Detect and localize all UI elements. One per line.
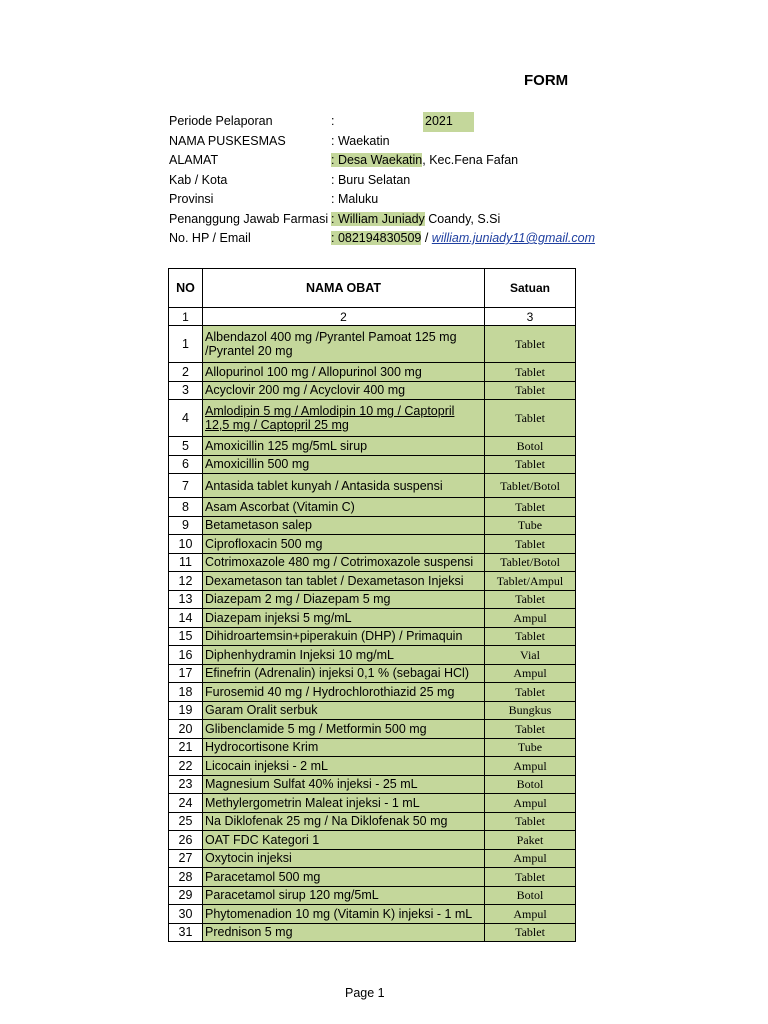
table-row: [169, 664, 576, 683]
row-number: 11: [169, 553, 203, 572]
table-row: [169, 326, 576, 363]
medicine-unit: Tablet: [485, 535, 576, 554]
medicine-unit: Ampul: [485, 849, 576, 868]
medicine-unit: Ampul: [485, 794, 576, 813]
medicine-table: [168, 268, 576, 942]
info-row-city: [169, 171, 561, 191]
row-number: 22: [169, 757, 203, 776]
medicine-unit: Tablet: [485, 455, 576, 474]
info-label: No. HP / Email: [169, 231, 251, 245]
info-separator: /: [421, 231, 432, 245]
row-number: 14: [169, 609, 203, 628]
info-value: : Buru Selatan: [331, 172, 411, 187]
row-number: 10: [169, 535, 203, 554]
info-label: Penanggung Jawab Farmasi: [169, 211, 329, 226]
medicine-name: Acyclovir 200 mg / Acyclovir 400 mg: [203, 381, 485, 400]
table-row: [169, 572, 576, 591]
info-label: Provinsi: [169, 192, 214, 206]
medicine-name: Glibenclamide 5 mg / Metformin 500 mg: [203, 720, 485, 739]
medicine-name: Dexametason tan tablet / Dexametason Injeksi: [203, 572, 485, 591]
info-row-province: [169, 190, 561, 210]
medicine-unit: Bungkus: [485, 701, 576, 720]
row-number: 3: [169, 381, 203, 400]
table-row: [169, 535, 576, 554]
medicine-name: Dihidroartemsin+piperakuin (DHP) / Primaquin: [203, 627, 485, 646]
info-value: [331, 229, 596, 249]
table-row: [169, 831, 576, 850]
table-row: [169, 498, 576, 517]
info-value-rest: , Kec.Fena Fafan: [422, 153, 519, 167]
table-row: [169, 738, 576, 757]
medicine-unit: Botol: [485, 775, 576, 794]
report-info: [169, 112, 596, 249]
info-label: ALAMAT: [169, 153, 219, 167]
medicine-name: Oxytocin injeksi: [203, 849, 485, 868]
row-number: 6: [169, 455, 203, 474]
row-number: 9: [169, 516, 203, 535]
info-value-highlight: : William Juniady: [331, 211, 425, 226]
info-value-rest: Coandy, S.Si: [424, 211, 501, 226]
info-row-contact: [169, 229, 596, 249]
row-number: 25: [169, 812, 203, 831]
table-row: [169, 609, 576, 628]
medicine-name: Allopurinol 100 mg / Allopurinol 300 mg: [203, 363, 485, 382]
table-row: [169, 516, 576, 535]
info-label: Kab / Kota: [169, 172, 228, 187]
row-number: 4: [169, 400, 203, 437]
medicine-name: Hydrocortisone Krim: [203, 738, 485, 757]
medicine-unit: Botol: [485, 437, 576, 456]
medicine-name: Diazepam 2 mg / Diazepam 5 mg: [203, 590, 485, 609]
medicine-unit: Tablet: [485, 363, 576, 382]
info-value-highlight: : Desa Waekatin: [331, 153, 423, 167]
medicine-unit: Tablet: [485, 326, 576, 363]
medicine-unit: Tablet: [485, 400, 576, 437]
table-row: [169, 363, 576, 382]
row-number: 29: [169, 886, 203, 905]
medicine-name: Na Diklofenak 25 mg / Na Diklofenak 50 mg: [203, 812, 485, 831]
row-number: 5: [169, 437, 203, 456]
table-row: [169, 400, 576, 437]
row-number: 20: [169, 720, 203, 739]
medicine-unit: Ampul: [485, 609, 576, 628]
table-row: [169, 683, 576, 702]
medicine-unit: Tablet/Botol: [485, 553, 576, 572]
info-row-puskesmas: [169, 132, 561, 152]
medicine-name: Albendazol 400 mg /Pyrantel Pamoat 125 mg /Pyrantel 20 mg: [203, 326, 485, 363]
medicine-name: Paracetamol 500 mg: [203, 868, 485, 887]
medicine-name: Asam Ascorbat (Vitamin C): [203, 498, 485, 517]
table-row: [169, 886, 576, 905]
medicine-unit: Tablet/Botol: [485, 474, 576, 498]
form-title: FORM: [524, 72, 569, 89]
row-number: 27: [169, 849, 203, 868]
row-number: 7: [169, 474, 203, 498]
table-row: [169, 720, 576, 739]
column-index-row: [169, 308, 576, 326]
row-number: 12: [169, 572, 203, 591]
table-row: [169, 757, 576, 776]
table-row: [169, 905, 576, 924]
medicine-name: Diazepam injeksi 5 mg/mL: [203, 609, 485, 628]
table-row: [169, 474, 576, 498]
medicine-unit: Tube: [485, 516, 576, 535]
row-number: 1: [169, 326, 203, 363]
table-row: [169, 455, 576, 474]
info-label: Periode Pelaporan: [169, 114, 273, 128]
info-row-pharmacist: [169, 210, 561, 230]
row-number: 16: [169, 646, 203, 665]
header-name: NAMA OBAT: [203, 269, 485, 308]
table-row: [169, 590, 576, 609]
medicine-name: Furosemid 40 mg / Hydrochlorothiazid 25 mg: [203, 683, 485, 702]
info-value: [331, 151, 561, 171]
medicine-unit: Tablet: [485, 381, 576, 400]
medicine-unit: Tablet: [485, 868, 576, 887]
info-label: NAMA PUSKESMAS: [169, 133, 286, 148]
medicine-name: Paracetamol sirup 120 mg/5mL: [203, 886, 485, 905]
medicine-unit: Tablet/Ampul: [485, 572, 576, 591]
table-header-row: [169, 269, 576, 308]
index-unit: 3: [485, 308, 576, 326]
medicine-unit: Tablet: [485, 498, 576, 517]
table-row: [169, 794, 576, 813]
medicine-name: Amlodipin 5 mg / Amlodipin 10 mg / Captopril 12,5 mg / Captopril 25 mg: [203, 400, 485, 437]
row-number: 28: [169, 868, 203, 887]
table-row: [169, 627, 576, 646]
row-number: 17: [169, 664, 203, 683]
medicine-unit: Tablet: [485, 720, 576, 739]
info-value: : Maluku: [331, 192, 379, 206]
medicine-name: Efinefrin (Adrenalin) injeksi 0,1 % (sebagai HCl): [203, 664, 485, 683]
index-no: 1: [169, 308, 203, 326]
medicine-unit: Tablet: [485, 812, 576, 831]
table-row: [169, 553, 576, 572]
medicine-unit: Tablet: [485, 923, 576, 942]
table-row: [169, 701, 576, 720]
table-row: [169, 849, 576, 868]
row-number: 31: [169, 923, 203, 942]
row-number: 18: [169, 683, 203, 702]
row-number: 19: [169, 701, 203, 720]
medicine-name: Magnesium Sulfat 40% injeksi - 25 mL: [203, 775, 485, 794]
medicine-unit: Botol: [485, 886, 576, 905]
row-number: 26: [169, 831, 203, 850]
table-row: [169, 381, 576, 400]
medicine-name: Ciprofloxacin 500 mg: [203, 535, 485, 554]
table-row: [169, 812, 576, 831]
row-number: 2: [169, 363, 203, 382]
info-row-address: [169, 151, 561, 171]
medicine-name: Amoxicillin 125 mg/5mL sirup: [203, 437, 485, 456]
info-colon: :: [331, 114, 335, 128]
row-number: 15: [169, 627, 203, 646]
medicine-name: Prednison 5 mg: [203, 923, 485, 942]
medicine-unit: Paket: [485, 831, 576, 850]
medicine-unit: Tablet: [485, 683, 576, 702]
medicine-unit: Ampul: [485, 664, 576, 683]
medicine-unit: Vial: [485, 646, 576, 665]
info-value: : Waekatin: [331, 133, 390, 148]
row-number: 21: [169, 738, 203, 757]
phone-number: : 082194830509: [331, 231, 422, 245]
medicine-unit: Tablet: [485, 627, 576, 646]
index-name: 2: [203, 308, 485, 326]
table-row: [169, 437, 576, 456]
medicine-name: Betametason salep: [203, 516, 485, 535]
info-row-period: [169, 112, 561, 132]
medicine-name: Methylergometrin Maleat injeksi - 1 mL: [203, 794, 485, 813]
row-number: 23: [169, 775, 203, 794]
row-number: 13: [169, 590, 203, 609]
row-number: 30: [169, 905, 203, 924]
medicine-name: Amoxicillin 500 mg: [203, 455, 485, 474]
medicine-name: Phytomenadion 10 mg (Vitamin K) injeksi - 1 mL: [203, 905, 485, 924]
email-link[interactable]: william.juniady11@gmail.com: [431, 231, 596, 245]
info-value: [331, 210, 561, 230]
period-year: 2021: [423, 112, 474, 132]
medicine-name: Antasida tablet kunyah / Antasida suspensi: [203, 474, 485, 498]
table-row: [169, 923, 576, 942]
table-row: [169, 868, 576, 887]
medicine-name: Diphenhydramin Injeksi 10 mg/mL: [203, 646, 485, 665]
medicine-unit: Ampul: [485, 757, 576, 776]
medicine-name: Cotrimoxazole 480 mg / Cotrimoxazole suspensi: [203, 553, 485, 572]
medicine-unit: Tablet: [485, 590, 576, 609]
table-row: [169, 646, 576, 665]
header-no: NO: [169, 269, 203, 308]
medicine-name: Garam Oralit serbuk: [203, 701, 485, 720]
row-number: 8: [169, 498, 203, 517]
medicine-unit: Ampul: [485, 905, 576, 924]
medicine-name: OAT FDC Kategori 1: [203, 831, 485, 850]
row-number: 24: [169, 794, 203, 813]
medicine-unit: Tube: [485, 738, 576, 757]
page-number: Page 1: [345, 986, 385, 1000]
header-unit: Satuan: [485, 269, 576, 308]
medicine-name: Licocain injeksi - 2 mL: [203, 757, 485, 776]
table-row: [169, 775, 576, 794]
